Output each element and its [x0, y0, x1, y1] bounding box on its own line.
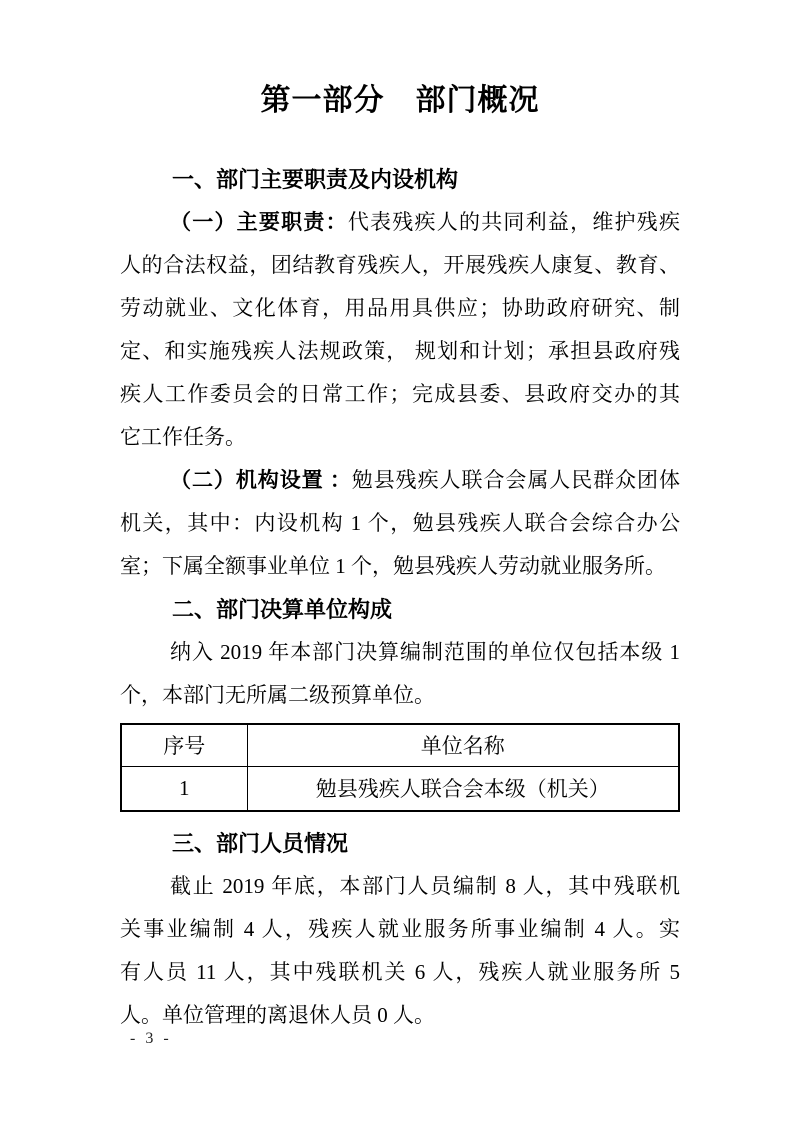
section-heading-units: 二、部门决算单位构成	[172, 597, 393, 622]
unit-table	[120, 723, 680, 812]
text-line: 定、和实施残疾人法规政策， 规划和计划；承担县政府残	[120, 339, 680, 363]
paragraph-main-duties	[120, 201, 680, 459]
table-header-index: 序号	[121, 724, 247, 766]
section-heading-duties: 一、部门主要职责及内设机构	[172, 167, 459, 192]
table-header-row	[121, 724, 679, 766]
text-line: 有人员 11 人，其中残联机关 6 人，残疾人就业服务所 5	[120, 960, 680, 984]
text-line: 关事业编制 4 人，残疾人就业服务所事业编制 4 人。实	[120, 917, 680, 941]
page-number: - 3 -	[130, 1030, 172, 1047]
text-line	[120, 201, 680, 244]
section-heading-personnel: 三、部门人员情况	[172, 831, 349, 856]
text-line: 室；下属全额事业单位 1 个，勉县残疾人劳动就业服务所。	[120, 554, 666, 578]
table-row	[121, 766, 679, 811]
unit-table-body	[121, 766, 679, 811]
text-line: 纳入 2019 年本部门决算编制范围的单位仅包括本级 1	[170, 640, 680, 664]
paragraph-org-setup	[120, 459, 680, 588]
text-line: 它工作任务。	[120, 425, 246, 449]
table-cell-index: 1	[121, 766, 247, 811]
document-content	[120, 0, 680, 1037]
text-line: 截止 2019 年底，本部门人员编制 8 人，其中残联机	[170, 874, 680, 898]
text-line: 疾人工作委员会的日常工作；完成县委、县政府交办的其	[120, 382, 680, 406]
unit-table-header	[121, 724, 679, 766]
text-line	[120, 459, 680, 502]
text-line: 劳动就业、文化体育，用品用具供应；协助政府研究、制	[120, 296, 680, 320]
paragraph-unit-scope	[120, 631, 680, 717]
table-header-unit-name: 单位名称	[247, 724, 679, 766]
table-cell-unit-name: 勉县残疾人联合会本级（机关）	[247, 766, 679, 811]
text-line: 机关，其中：内设机构 1 个，勉县残疾人联合会综合办公	[120, 511, 680, 535]
text-run: 勉县残疾人联合会属人民群众团体	[351, 468, 681, 492]
paragraph-lead-duties: （一）主要职责：	[170, 210, 348, 234]
text-line: 人的合法权益，团结教育残疾人，开展残疾人康复、教育、	[120, 253, 680, 277]
document-title: 第一部分 部门概况	[260, 84, 540, 117]
paragraph-personnel	[120, 865, 680, 1037]
paragraph-lead-org: （二）机构设置 ：	[170, 468, 352, 492]
text-line: 人。单位管理的离退休人员 0 人。	[120, 1003, 435, 1027]
text-line: 个，本部门无所属二级预算单位。	[120, 683, 435, 707]
text-run: 代表残疾人的共同利益，维护残疾	[347, 210, 681, 234]
